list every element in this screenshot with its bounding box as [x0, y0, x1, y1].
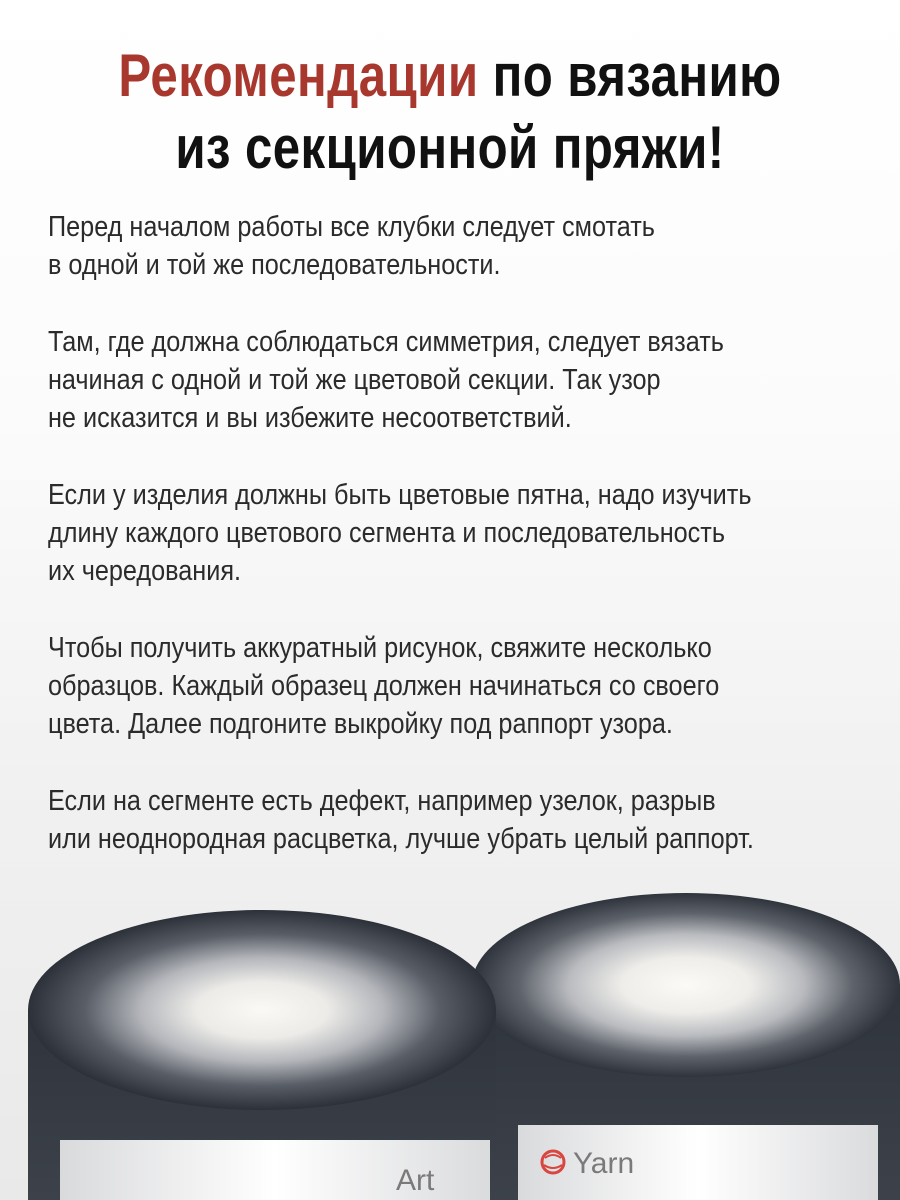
- paragraph-4: [48, 629, 866, 743]
- paragraph-5: [48, 782, 866, 858]
- paragraph-line: начиная с одной и той же цветовой секции. Так узор: [48, 364, 661, 396]
- headline-accent: Рекомендации: [118, 42, 479, 109]
- paragraph-line: цвета. Далее подгоните выкройку под раппорт узора.: [48, 708, 673, 740]
- recommendations-text: [48, 208, 868, 897]
- paragraph-line: их чередования.: [48, 555, 242, 587]
- paragraph-line: Перед началом работы все клубки следует смотать: [48, 211, 655, 243]
- yarn-cake-right: [472, 893, 900, 1200]
- headline-line-2: из секционной пряжи!: [175, 114, 725, 181]
- paragraph-line: Если на сегменте есть дефект, например узелок, разрыв: [48, 785, 716, 817]
- paragraph-line: Если у изделия должны быть цветовые пятна, надо изучить: [48, 479, 752, 511]
- paragraph-line: не исказится и вы избежите несоответствий.: [48, 402, 572, 434]
- paragraph-1: [48, 208, 866, 284]
- headline-line-1: [81, 40, 819, 112]
- headline: [81, 40, 819, 184]
- paragraph-line: в одной и той же последовательности.: [48, 249, 501, 281]
- paragraph-line: или неоднородная расцветка, лучше убрать целый раппорт.: [48, 823, 754, 855]
- yarn-cakes-illustration: [0, 890, 900, 1200]
- paragraph-line: Чтобы получить аккуратный рисунок, свяжите несколько: [48, 632, 712, 664]
- yarn-label-left: Art: [396, 1164, 435, 1197]
- paragraph-line: Там, где должна соблюдаться симметрия, следует вязать: [48, 326, 724, 358]
- yarn-cake-left: [28, 910, 496, 1200]
- paragraph-line: образцов. Каждый образец должен начинаться со своего: [48, 670, 720, 702]
- yarn-label-right: Yarn: [573, 1147, 635, 1180]
- yarn-cakes-photo: [0, 890, 900, 1200]
- paragraph-3: [48, 476, 866, 590]
- headline-rest: по вязанию: [478, 42, 782, 109]
- paragraph-line: длину каждого цветового сегмента и последовательность: [48, 517, 726, 549]
- paragraph-2: [48, 323, 866, 437]
